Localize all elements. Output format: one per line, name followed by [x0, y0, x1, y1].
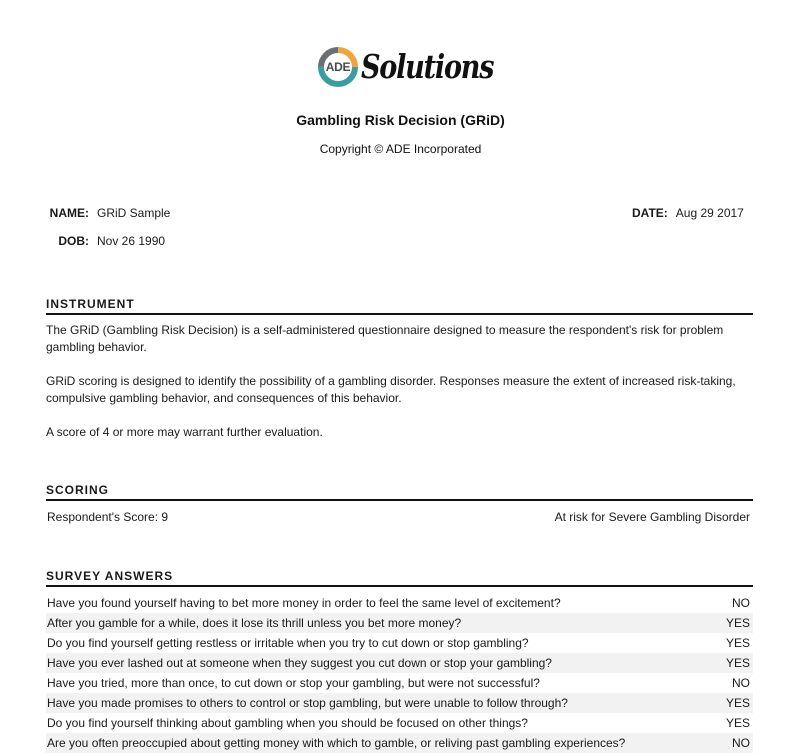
survey-question: Have you made promises to others to control or stop gambling, but were unable to follow through? — [47, 696, 568, 710]
logo-wordmark: Solutions — [361, 47, 494, 86]
document-title: Gambling Risk Decision (GRiD) — [296, 112, 505, 128]
survey-answer: YES — [725, 696, 750, 710]
survey-answer: YES — [725, 616, 750, 630]
survey-question: Have you found yourself having to bet more money in order to feel the same level of excitement? — [47, 596, 561, 610]
survey-answers-heading: SURVEY ANSWERS — [46, 569, 753, 587]
survey-answers-list — [46, 593, 753, 753]
name-value: GRiD Sample — [97, 206, 171, 220]
instrument-heading: INSTRUMENT — [46, 297, 753, 315]
risk-result: At risk for Severe Gambling Disorder — [554, 510, 750, 524]
survey-row — [46, 673, 753, 693]
ade-logo-mark — [316, 45, 360, 89]
dob-label: DOB: — [58, 234, 89, 248]
survey-question: Have you tried, more than once, to cut down or stop your gambling, but were not successful? — [47, 676, 540, 690]
survey-question: Do you find yourself getting restless or irritable when you try to cut down or stop gambling? — [47, 636, 529, 650]
survey-row — [46, 593, 753, 613]
survey-answer: NO — [732, 596, 750, 610]
survey-row — [46, 633, 753, 653]
date-value: Aug 29 2017 — [675, 206, 744, 220]
scoring-heading: SCORING — [46, 483, 753, 501]
survey-answer: YES — [725, 716, 750, 730]
instrument-paragraph: A score of 4 or more may warrant further evaluation. — [46, 425, 323, 439]
score-row — [47, 510, 750, 524]
survey-question: Have you ever lashed out at someone when they suggest you cut down or stop your gambling? — [47, 656, 552, 670]
respondent-score: Respondent's Score: 9 — [47, 510, 169, 524]
copyright-line: Copyright © ADE Incorporated — [319, 142, 482, 156]
survey-answer: NO — [732, 676, 750, 690]
survey-answer: NO — [732, 736, 750, 750]
survey-row — [46, 733, 753, 753]
survey-row — [46, 653, 753, 673]
instrument-paragraph: GRiD scoring is designed to identify the possibility of a gambling disorder. Responses measure the extent of increased risk-taking, compulsive gambling behavior, and consequences of this behavior. — [46, 374, 736, 405]
logo-mark-text: ADE — [325, 60, 351, 74]
survey-row — [46, 613, 753, 633]
ade-solutions-logo — [316, 44, 522, 90]
survey-answer: YES — [725, 636, 750, 650]
survey-question: Are you often preoccupied about getting money with which to gamble, or reliving past gambling experiences? — [47, 736, 626, 750]
date-field — [632, 206, 744, 220]
date-label: DATE: — [632, 206, 668, 220]
name-field — [46, 206, 170, 220]
survey-question: After you gamble for a while, does it lose its thrill unless you bet more money? — [47, 616, 462, 630]
name-label: NAME: — [49, 206, 89, 220]
survey-row — [46, 693, 753, 713]
dob-value: Nov 26 1990 — [97, 234, 166, 248]
survey-question: Do you find yourself thinking about gambling when you should be focused on other things? — [47, 716, 528, 730]
survey-answer: YES — [725, 656, 750, 670]
instrument-paragraph: The GRiD (Gambling Risk Decision) is a self-administered questionnaire designed to measure the respondent's risk for problem gambling behavior. — [46, 323, 724, 354]
dob-field — [46, 234, 165, 248]
survey-row — [46, 713, 753, 733]
